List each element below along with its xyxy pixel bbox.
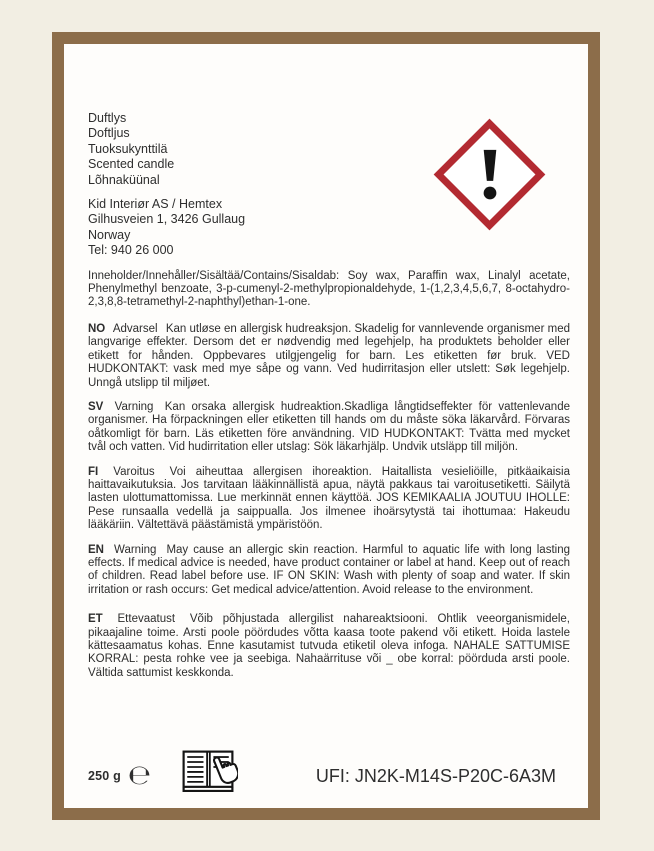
signal-word: Advarsel — [112, 322, 158, 335]
hazard-section-fi — [88, 466, 570, 533]
estimated-sign-icon: ℮ — [127, 759, 152, 791]
read-instructions-icon — [178, 748, 238, 804]
footer-row — [88, 746, 570, 806]
ingredients-text: Inneholder/Innehåller/Sisältää/Contains/Sisaldab: Soy wax, Paraffin wax, Linalyl acetate, Phenylmethyl benzoate, 3-p-cumenyl-2-methylpropionaldehyde, 1-(1,2,3,4,5,6,7, 8-octahydro-2,3,8,8-tetramethyl-2-naphthyl)ethan-1-one. — [88, 269, 570, 309]
hazard-section-no — [88, 323, 570, 390]
language-code: EN — [88, 543, 104, 556]
company-line: Norway — [88, 227, 131, 242]
hazard-section-et — [88, 613, 570, 680]
language-code: FI — [88, 465, 99, 478]
label-frame — [52, 32, 600, 820]
hazard-text: Kan orsaka allergisk hudreaktion.Skadliga långtidseffekter för vattenlevande organismer. Ha förpackningen eller etiketten till hands om du måste söka läkarvård. Förvaras oåtkomligt för barn. Läs etiketten före användning. VID HUDKONTAKT: Tvätta med mycket tvål och vatten. Vid hudirritation eller utslag: Sök läkarhjälp. Undvik utsläpp till miljön. — [88, 400, 570, 454]
company-line: Gilhusveien 1, 3426 Gullaug — [88, 212, 246, 227]
language-code: ET — [88, 613, 103, 626]
ufi-code: UFI: JN2K-M14S-P20C-6A3M — [315, 765, 556, 786]
hazard-text: May cause an allergic skin reaction. Harmful to aquatic life with long lasting effects. If medical advice is needed, have product container or label at hand. Keep out of reach of children. Read label before use. IF ON SKIN: Wash with plenty of soap and water. If skin irritation or rash occurs: Get medical advice/attention. Avoid release to the environment. — [88, 543, 570, 596]
hazard-text: Voi aiheuttaa allergisen ihoreaktion. Haitallista vesieliöille, pitkäaikaisia haittavaikutuksia. Jos tarvitaan lääkinnällistä apua, näytä pakkaus tai varoitusetiketti. Säilytä lasten ulottumattomissa. Lue merkinnät ennen käyttöä. JOS KEMIKAALIA JOUTUU IHOLLE: Pese runsaalla vedellä ja saippualla. Jos ilmenee ihoärsytystä tai ihottumaa: Hakeudu lääkäriin. Vältettävä päästämistä ympäristöön. — [88, 465, 570, 532]
product-name-line: Lõhnaküünal — [88, 172, 160, 187]
net-weight: 250 g — [88, 769, 121, 783]
hazard-section-sv — [88, 401, 570, 455]
product-names — [88, 111, 570, 188]
product-name-line: Doftljus — [88, 126, 130, 141]
product-name-line: Duftlys — [88, 111, 127, 125]
company-line: Kid Interiør AS / Hemtex — [88, 197, 223, 212]
language-code: NO — [88, 322, 106, 335]
company-line: Tel: 940 26 000 — [88, 243, 174, 258]
hazard-text: Võib põhjustada allergilist nahareaktsiooni. Ohtlik veeorganismidele, pikaajaline toime. Arsti poole pöördudes võtta kaasa toote pakend või etikett. Hoida lastele kättesaamatus kohas. Enne kasutamist tutvuda etiketil oleva infoga. NAHALE SATTUMISE KORRAL: pesta rohke vee ja seebiga. Nahaärrituse või _ obe korral: pöörduda arsti poole. Vältida sattumist keskkonda. — [88, 613, 571, 679]
hazard-section-en — [88, 544, 570, 598]
product-name-line: Tuoksukynttilä — [88, 141, 168, 156]
signal-word: Varoitus — [113, 465, 155, 478]
company-address — [88, 197, 570, 259]
signal-word: Varning — [114, 400, 154, 413]
hazard-text: Kan utløse en allergisk hudreaksjon. Skadelig for vannlevende organismer med langvarige effekter. Dersom det er nødvendig med legehjelp, ha produktets beholder eller etikett for hånden. Oppbevares utilgjengelig for barn. Les etiketten før bruk. VED HUDKONTAKT: vask med mye såpe og vann. Ved hudirritasjon eller utslett: Søk legehjelp. Unngå utslipp til miljøet. — [88, 322, 570, 389]
label — [64, 44, 588, 808]
product-name-line: Scented candle — [88, 157, 175, 172]
signal-word: Warning — [114, 543, 157, 556]
signal-word: Ettevaatust — [117, 613, 176, 626]
label-text-column — [88, 111, 570, 680]
language-code: SV — [88, 400, 104, 413]
